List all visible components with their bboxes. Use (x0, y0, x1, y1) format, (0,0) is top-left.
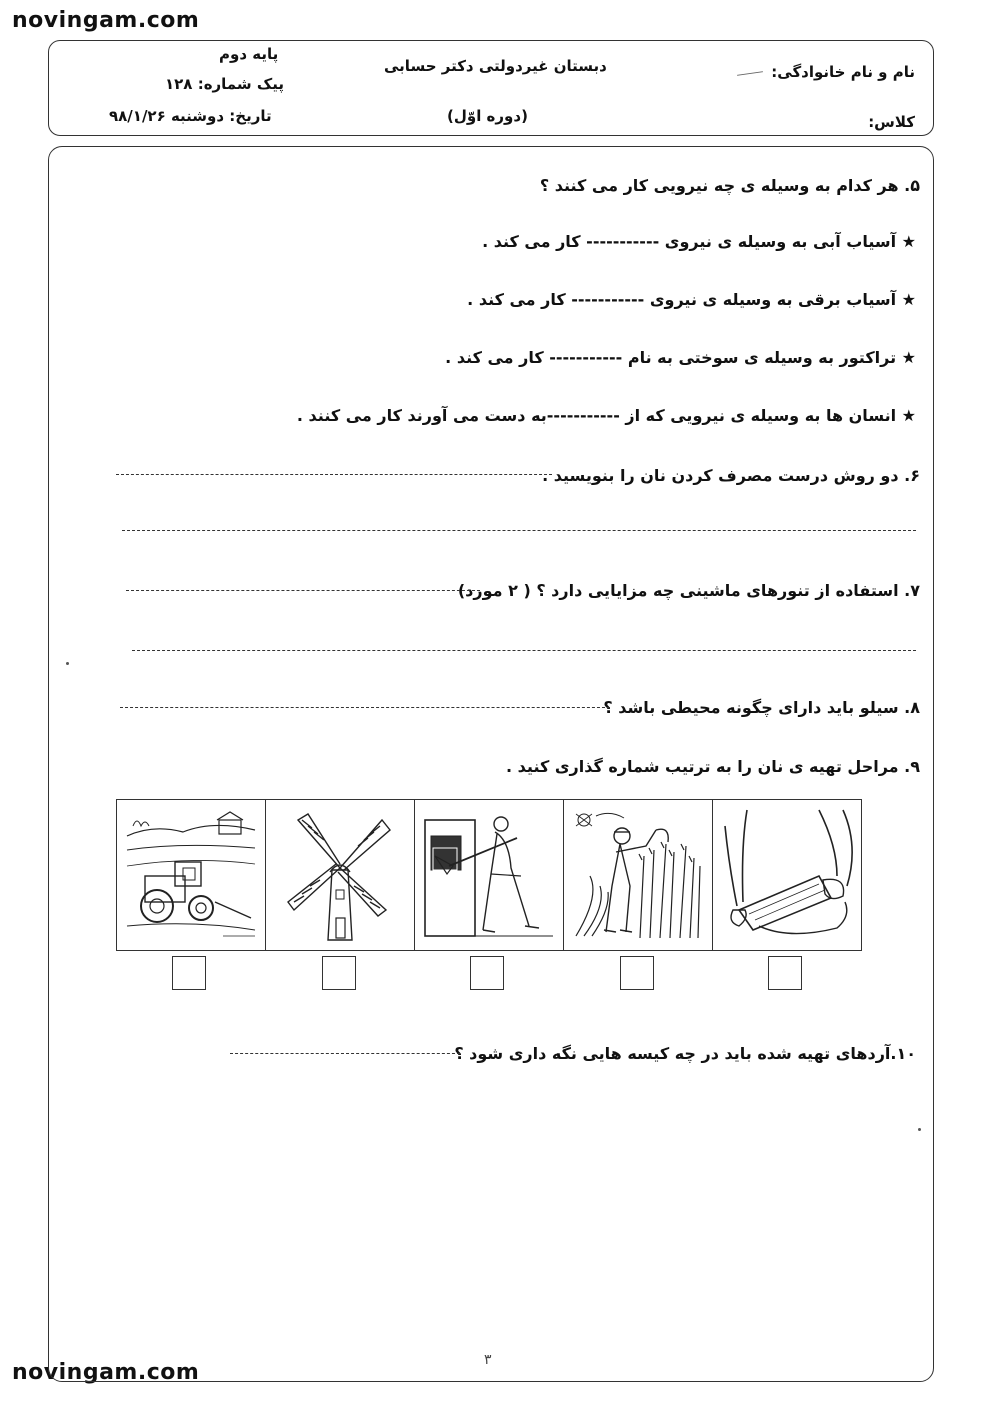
question-5-item-2: ★ آسیاب برقی به وسیله ی نیروی ----------- کار می کند . (467, 290, 916, 309)
school-name: دبستان غیردولتی دکتر حسابی (384, 57, 607, 75)
tractor-icon (123, 806, 259, 944)
question-9: ۹. مراحل تهیه ی نان را به ترتیب شماره گذاری کنید . (506, 757, 920, 776)
harvest-icon (570, 806, 706, 944)
scan-speck (918, 1128, 921, 1131)
answer-line-6b[interactable] (122, 530, 916, 531)
order-box-5[interactable] (768, 956, 802, 990)
grade-label: پایه دوم (219, 45, 279, 63)
question-6: ۶. دو روش درست مصرف کردن نان را بنویسید . (542, 466, 920, 485)
question-10: ۱۰.آردهای تهیه شده باید در چه کیسه هایی نگه داری شود ؟ (454, 1044, 916, 1063)
rolling-dough-icon (719, 806, 855, 944)
date-label: تاریخ: دوشنبه ۹۸/۱/۲۶ (109, 107, 272, 125)
header-box (48, 40, 934, 136)
question-5-item-4: ★ انسان ها به وسیله ی نیرویی که از -----------به دست می آورند کار می کنند . (296, 406, 916, 425)
answer-line-10[interactable] (230, 1053, 460, 1054)
baker-picture (414, 800, 563, 950)
scan-speck (66, 662, 69, 665)
order-box-1[interactable] (172, 956, 206, 990)
dough-picture (712, 800, 861, 950)
watermark-bottom: novingam.com (12, 1360, 200, 1385)
pack-number: پیک شماره: ۱۲۸ (165, 75, 284, 93)
order-box-3[interactable] (470, 956, 504, 990)
name-mark (737, 71, 763, 76)
tractor-picture (117, 800, 265, 950)
page-number: ۳ (484, 1352, 492, 1368)
question-8: ۸. سیلو باید دارای چگونه محیطی باشد ؟ (603, 698, 920, 717)
windmill-picture (265, 800, 414, 950)
answer-line-7b[interactable] (132, 650, 916, 651)
name-label: نام و نام خانوادگی: (771, 63, 915, 81)
question-7: ۷. استفاده از تنورهای ماشینی چه مزایایی دارد ؟ ( ۲ مورد) (457, 581, 920, 600)
answer-line-7a[interactable] (126, 590, 480, 591)
harvest-picture (563, 800, 712, 950)
answer-line-8[interactable] (120, 707, 610, 708)
class-label: کلاس: (868, 113, 915, 131)
question-5-item-3: ★ تراکتور به وسیله ی سوختی به نام ----------- کار می کند . (445, 348, 916, 367)
baker-icon (421, 806, 557, 944)
bread-steps-pictures (116, 799, 862, 951)
question-5: ۵. هر کدام به وسیله ی چه نیرویی کار می کنند ؟ (539, 176, 920, 195)
period-label: (دوره اوّل) (447, 107, 528, 125)
order-box-2[interactable] (322, 956, 356, 990)
question-5-item-1: ★ آسیاب آبی به وسیله ی نیروی ----------- کار می کند . (482, 232, 916, 251)
answer-line-6a[interactable] (116, 474, 552, 475)
windmill-icon (272, 806, 408, 944)
order-box-4[interactable] (620, 956, 654, 990)
watermark-top: novingam.com (12, 8, 200, 33)
